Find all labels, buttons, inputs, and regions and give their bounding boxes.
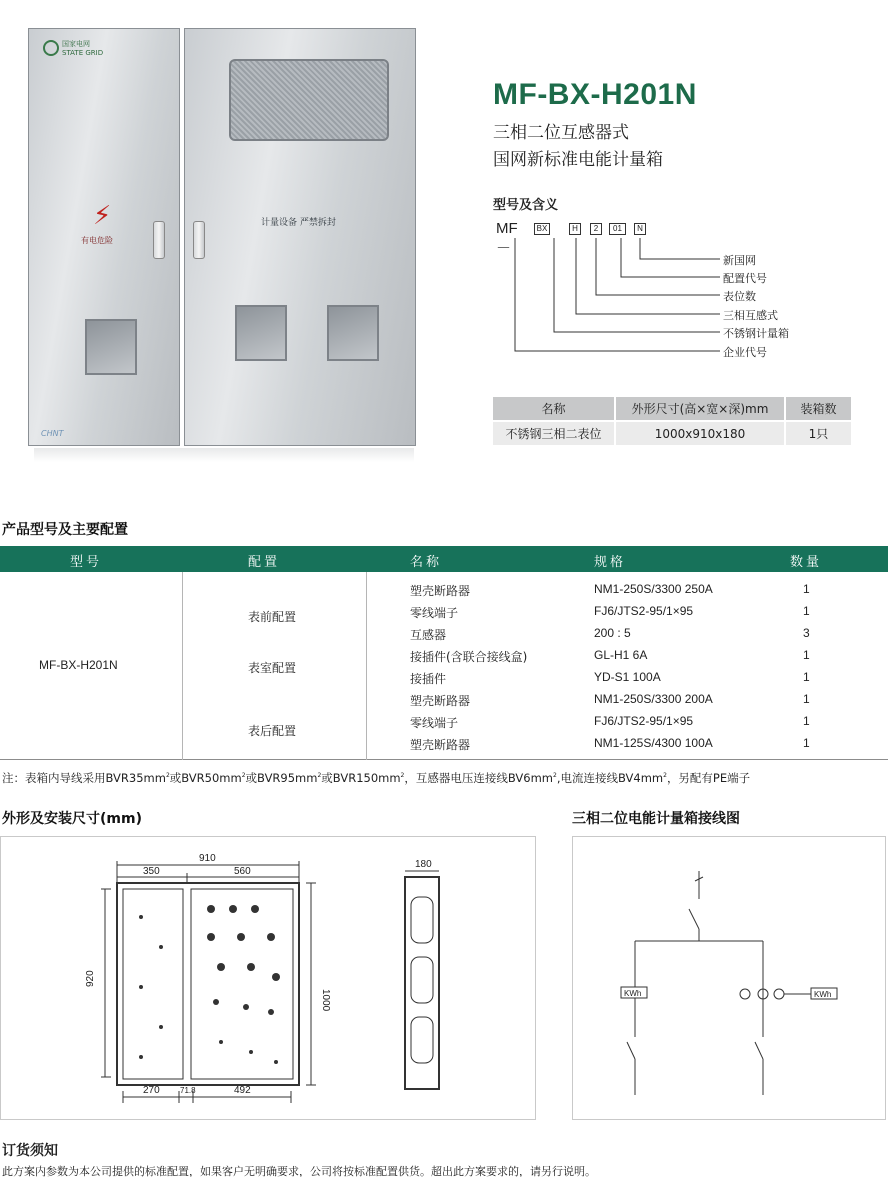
- table-header: 外形尺寸(高×宽×深)mm: [615, 397, 785, 421]
- state-grid-logo: 国家电网 STATE GRID: [43, 39, 103, 57]
- meaning-heading: 型号及含义: [493, 198, 559, 213]
- product-model-title: MF-BX-H201N: [493, 78, 697, 111]
- meter-label: KWh: [624, 989, 642, 998]
- dimensions-heading: 外形及安装尺寸(mm): [2, 811, 142, 827]
- code-leader-lines: [490, 230, 740, 360]
- row-qty: 3: [803, 626, 810, 640]
- column-divider: [366, 572, 367, 760]
- legend-item: 新国网: [723, 254, 756, 267]
- row-spec: 200 : 5: [594, 626, 631, 640]
- dim-right-width: 560: [234, 866, 251, 877]
- code-box: 2: [590, 223, 602, 235]
- door-lock-left: [153, 221, 165, 259]
- table-cell: 1000x910x180: [615, 421, 785, 445]
- config-heading: 产品型号及主要配置: [2, 522, 128, 538]
- config-table-body: [0, 572, 888, 760]
- code-box: 01: [609, 223, 626, 235]
- row-spec: NM1-250S/3300 250A: [594, 582, 713, 596]
- danger-label: 有电危险: [81, 236, 113, 245]
- header-name: 名称: [410, 555, 443, 570]
- row-spec: NM1-250S/3300 200A: [594, 692, 713, 706]
- order-heading: 订货须知: [2, 1143, 58, 1159]
- legend-item: 表位数: [723, 290, 756, 303]
- row-name: 塑壳断路器: [410, 738, 471, 752]
- product-subtitle: 国网新标准电能计量箱: [493, 150, 663, 170]
- column-divider: [182, 572, 183, 760]
- order-text: 此方案内参数为本公司提供的标准配置，如果客户无明确要求，公司将按标准配置供货。超出此方案要求的，请另行说明。: [2, 1165, 596, 1177]
- row-name: 接插件: [410, 672, 447, 686]
- floor-reflection: [34, 448, 414, 462]
- row-name: 零线端子: [410, 716, 459, 730]
- wiring-note: 注：表箱内导线采用$BVR35mm^2$或$BVR50mm^2$或$BVR95mm^2$或$BVR150mm^2$，互感器电压连接线$BV6mm^2$,电流连接线$BV4mm^2$，另配有PE端子: [2, 771, 751, 785]
- dim-left-width: 350: [143, 866, 160, 877]
- row-qty: 1: [803, 604, 810, 618]
- table-cell: 不锈钢三相二表位: [493, 421, 615, 445]
- row-spec: YD-S1 100A: [594, 670, 661, 684]
- dim-total-height: 1000: [320, 989, 331, 1012]
- chnt-logo: CHNT: [41, 429, 64, 438]
- header-model: 型号: [70, 555, 103, 570]
- row-qty: 1: [803, 736, 810, 750]
- product-subtitle: 三相二位互感器式: [493, 123, 629, 143]
- row-name: 互感器: [410, 628, 447, 642]
- row-name: 塑壳断路器: [410, 584, 471, 598]
- row-qty: 1: [803, 582, 810, 596]
- seal-label: 计量设备 严禁拆封: [261, 218, 336, 228]
- wiring-heading: 三相二位电能计量箱接线图: [572, 811, 740, 827]
- dim-total-width: 910: [199, 853, 216, 864]
- header-qty: 数量: [790, 555, 823, 570]
- product-photo: [28, 28, 418, 450]
- dim-bottom-right: 492: [234, 1085, 251, 1096]
- dim-bottom-mid: 71.8: [180, 1086, 196, 1095]
- row-name: 零线端子: [410, 606, 459, 620]
- table-header: 名称: [493, 397, 615, 421]
- wiring-diagram: [573, 837, 885, 1119]
- row-qty: 1: [803, 670, 810, 684]
- header-config: 配置: [248, 555, 281, 570]
- code-box: H: [569, 223, 581, 235]
- row-spec: GL-H1 6A: [594, 648, 648, 662]
- row-spec: NM1-125S/4300 100A: [594, 736, 713, 750]
- dim-bottom-left: 270: [143, 1085, 160, 1096]
- dimension-drawing: [1, 837, 535, 1119]
- config-table-header: [0, 546, 888, 572]
- meter-slot: [327, 305, 379, 361]
- left-door: [28, 28, 180, 446]
- header-spec: 规格: [594, 555, 627, 570]
- row-name: 塑壳断路器: [410, 694, 471, 708]
- meter-window: [229, 59, 389, 141]
- legend-item: 三相互感式: [723, 309, 778, 322]
- code-prefix: MF－: [496, 220, 518, 257]
- dim-depth: 180: [415, 859, 432, 870]
- row-name: 接插件(含联合接线盒): [410, 650, 528, 664]
- meter-label: KWh: [814, 990, 832, 999]
- meter-slot: [235, 305, 287, 361]
- model-cell: MF-BX-H201N: [39, 658, 118, 672]
- dimension-drawing-panel: [0, 836, 536, 1120]
- row-spec: FJ6/JTS2-95/1×95: [594, 714, 694, 728]
- dim-inner-height: 920: [85, 970, 96, 987]
- legend-item: 不锈钢计量箱: [723, 327, 789, 340]
- code-box: BX: [534, 223, 550, 235]
- legend-item: 企业代号: [723, 346, 767, 359]
- row-spec: FJ6/JTS2-95/1×95: [594, 604, 694, 618]
- group-label: 表后配置: [248, 724, 297, 738]
- group-label: 表前配置: [248, 610, 297, 624]
- code-box: N: [634, 223, 646, 235]
- group-label: 表室配置: [248, 661, 297, 675]
- table-header: 装箱数: [785, 397, 851, 421]
- table-cell: 1只: [785, 421, 851, 445]
- row-qty: 1: [803, 714, 810, 728]
- right-door: [184, 28, 416, 446]
- door-lock-right: [193, 221, 205, 259]
- meter-slot: [85, 319, 137, 375]
- lightning-icon: ⚡: [93, 201, 112, 231]
- summary-table: [493, 397, 851, 445]
- legend-item: 配置代号: [723, 272, 767, 285]
- row-qty: 1: [803, 692, 810, 706]
- wiring-diagram-panel: [572, 836, 886, 1120]
- row-qty: 1: [803, 648, 810, 662]
